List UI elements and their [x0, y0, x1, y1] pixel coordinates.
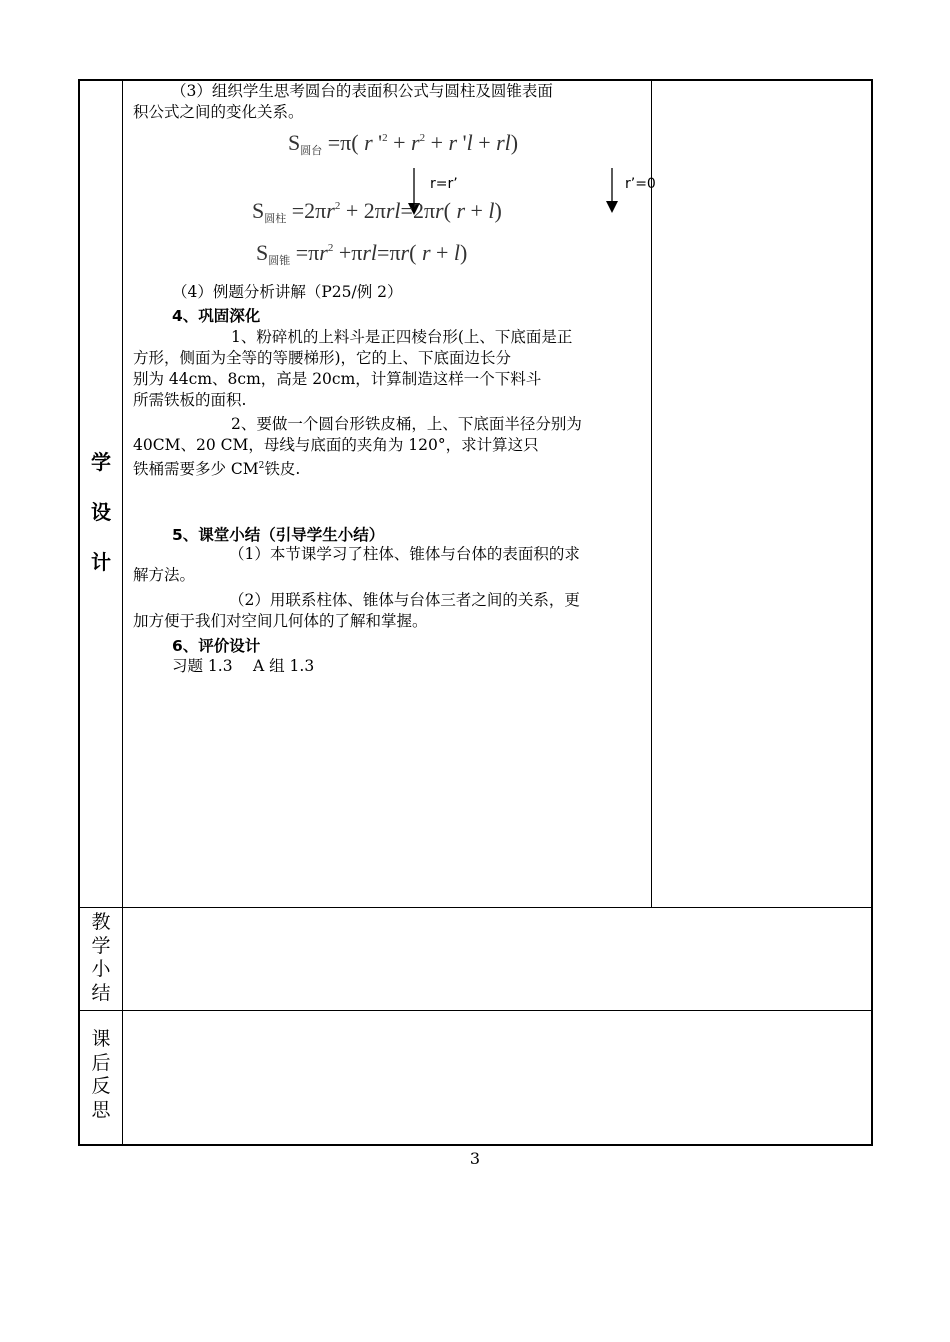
example-analysis-line: （4）例题分析讲解（P25/例 2） — [172, 283, 403, 301]
side-label-design-1: 学 — [91, 450, 111, 474]
heading-consolidation: 4、巩固深化 — [172, 307, 261, 325]
side-label-design-2: 设 — [91, 500, 111, 524]
problem-2: 2、要做一个圆台形铁皮桶，上、下底面半径分别为 40CM、20 CM，母线与底面的夹角为 120°，求计算这只 铁桶需要多少 $CM^2$铁皮. — [133, 415, 582, 479]
column-divider — [122, 79, 123, 1146]
row-divider-2 — [78, 1010, 873, 1011]
exercise-assignment: 习题 1.3 A 组 1.3 — [172, 657, 315, 675]
note-r-prime-zero: r’=0 — [625, 176, 656, 192]
arrow-down-icon — [604, 168, 620, 214]
heading-class-summary: 5、课堂小结（引导学生小结） — [172, 526, 385, 544]
table-border-right — [871, 79, 873, 1146]
side-label-design-3: 计 — [91, 550, 111, 574]
table-border-bottom — [78, 1144, 873, 1146]
problem-1: 1、粉碎机的上料斗是正四棱台形(上、下底面是正 方形，侧面为全等的等腰梯形)，它的上、下底面边长分 别为 44cm、8cm，高是 20cm，计算制造这样一个下料斗 所需铁板的面积. — [133, 328, 573, 409]
summary-point-1: （1）本节课学习了柱体、锥体与台体的表面积的求 解方法。 — [133, 545, 580, 584]
heading-evaluation-design: 6、评价设计 — [172, 637, 261, 655]
formula-cone: $S_{圆锥} =\pi r^2 +\pi rl=\pi r$( r + l) — [256, 240, 468, 267]
formula-frustum: $S_{圆台} =\pi$( r '$^2 + r^2 + r$ 'l + rl) — [288, 130, 519, 157]
summary-point-2: （2）用联系柱体、锥体与台体三者之间的关系，更 加方便于我们对空间几何体的了解和掌握。 — [133, 591, 580, 630]
section3-paragraph: （3）组织学生思考圆台的表面积公式与圆柱及圆锥表面 积公式之间的变化关系。 — [133, 82, 553, 121]
note-r-equals-r-prime: r=r’ — [430, 176, 458, 192]
side-label-reflection: 课 后 反 思 — [91, 1028, 111, 1121]
row-divider-1 — [78, 907, 873, 908]
notes-column-divider — [651, 79, 652, 908]
side-label-summary: 教 学 小 结 — [91, 911, 111, 1004]
formula-cylinder: $S_{圆柱} =2\pi r^2 + 2\pi rl=2\pi r$( r + l) — [252, 198, 502, 225]
page-number: 3 — [469, 1149, 481, 1168]
